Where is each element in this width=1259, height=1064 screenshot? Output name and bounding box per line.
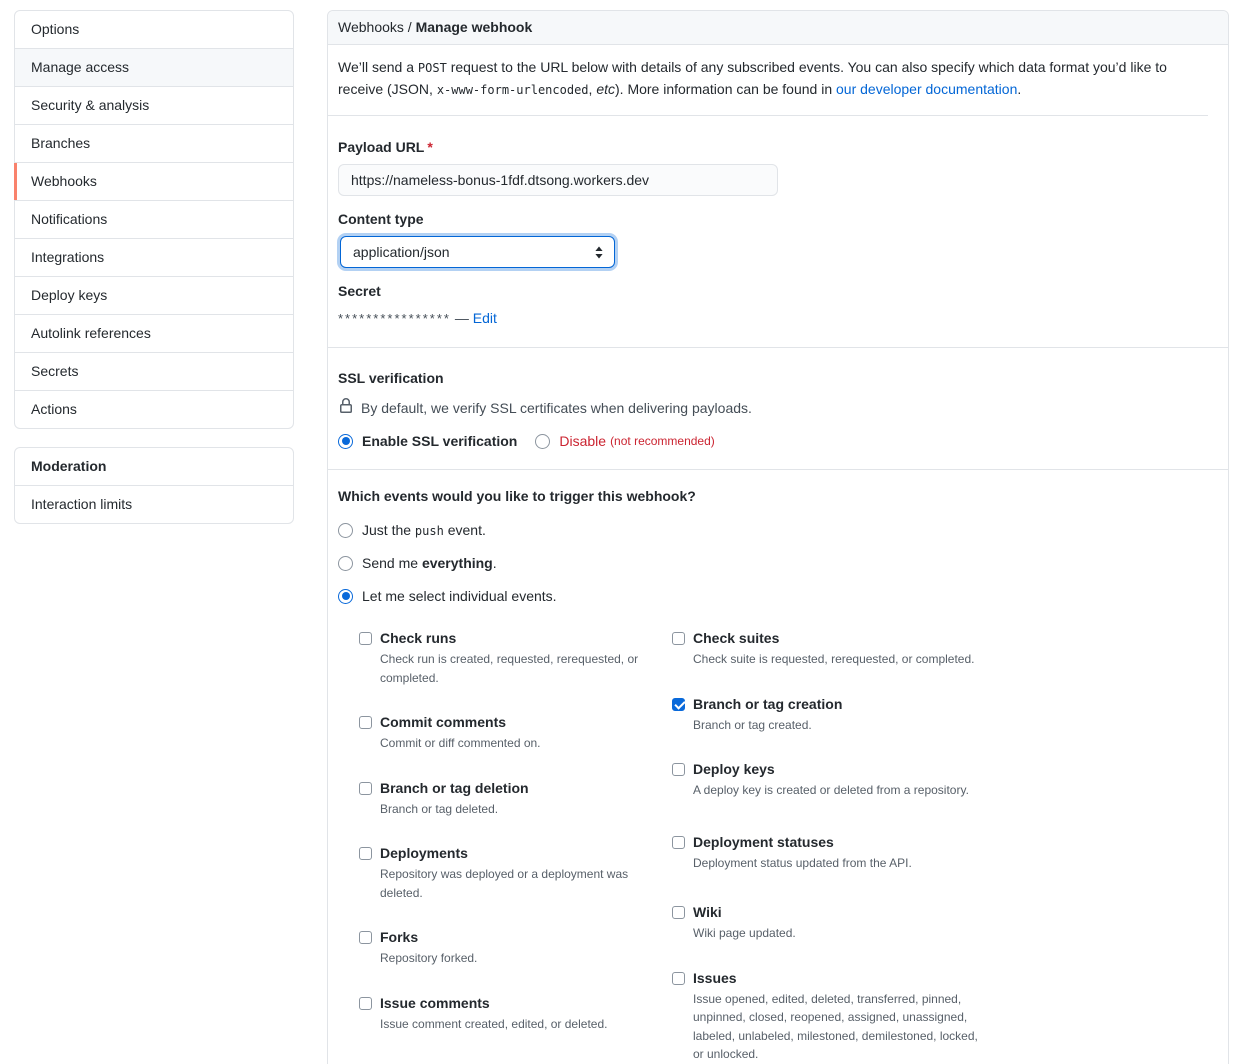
developer-documentation-link[interactable]: our developer documentation — [836, 81, 1018, 97]
enable-ssl-radio[interactable] — [338, 434, 353, 449]
ssl-section-title: SSL verification — [338, 370, 444, 386]
hook-item-wiki — [672, 902, 985, 943]
manage-webhook-panel — [327, 10, 1229, 1064]
sidebar-item-label: Manage access — [31, 59, 130, 75]
moderation-nav — [14, 447, 294, 524]
breadcrumb — [328, 11, 1228, 45]
sidebar-item-actions[interactable] — [15, 390, 293, 428]
sidebar-item-label: Autolink references — [31, 325, 151, 341]
check-suites-checkbox[interactable] — [672, 632, 685, 645]
breadcrumb-current: Manage webhook — [415, 19, 533, 35]
urlencoded-code: x-www-form-urlencoded — [436, 83, 589, 97]
branch-tag-deletion-checkbox[interactable] — [359, 782, 372, 795]
disable-ssl-label[interactable]: Disable — [559, 433, 607, 449]
ssl-note-text: By default, we verify SSL certificates when delivering payloads. — [361, 399, 752, 416]
hook-item-issue-comments — [359, 993, 672, 1034]
sidebar-item-secrets[interactable] — [15, 352, 293, 390]
secret-label: Secret — [338, 283, 381, 299]
hook-column-left — [359, 628, 672, 1064]
check-runs-checkbox[interactable] — [359, 632, 372, 645]
event-option-individual — [338, 588, 1218, 604]
sidebar-item-label: Security & analysis — [31, 97, 150, 113]
hook-title[interactable]: Branch or tag creation — [693, 695, 843, 712]
sidebar-item-deploy-keys[interactable] — [15, 276, 293, 314]
webhook-intro-text: We’ll send a POST request to the URL below with details of any subscribed events. You can also specify which data format you’d like to receive (JSON, x-www-form-urlencoded, etc). More information can be found in our developer documentation. — [328, 45, 1208, 116]
hook-description: Deployment status updated from the API. — [693, 855, 912, 870]
disable-ssl-radio[interactable] — [535, 434, 550, 449]
deploy-keys-checkbox[interactable] — [672, 763, 685, 776]
lock-icon — [338, 398, 354, 417]
events-question: Which events would you like to trigger this webhook? — [338, 488, 696, 504]
select-caret-icon — [594, 245, 604, 260]
issue-comments-checkbox[interactable] — [359, 997, 372, 1010]
forks-checkbox[interactable] — [359, 931, 372, 944]
hook-title[interactable]: Wiki — [693, 904, 722, 920]
hook-item-check-suites — [672, 628, 985, 669]
hook-title[interactable]: Branch or tag deletion — [380, 779, 529, 796]
hook-description: Check suite is requested, rerequested, or completed. — [693, 652, 975, 666]
sidebar-item-label: Deploy keys — [31, 287, 108, 303]
secret-dash: — — [454, 310, 469, 326]
just-push-label[interactable]: Just the push event. — [362, 522, 486, 538]
hook-description: Check run is created, requested, rerequested, or completed. — [380, 652, 639, 685]
sidebar-item-autolink-references[interactable] — [15, 314, 293, 352]
sidebar-item-notifications[interactable] — [15, 200, 293, 238]
ssl-note — [338, 398, 1218, 417]
sidebar-item-label: Interaction limits — [31, 496, 133, 512]
secret-edit-link[interactable]: Edit — [472, 310, 497, 326]
moderation-header: Moderation — [31, 458, 107, 474]
settings-sidebar — [14, 10, 294, 1064]
individual-events-label[interactable]: Let me select individual events. — [362, 588, 557, 604]
sidebar-item-label: Options — [31, 21, 80, 37]
sidebar-item-interaction-limits[interactable] — [15, 485, 293, 523]
commit-comments-checkbox[interactable] — [359, 716, 372, 729]
hook-title[interactable]: Deployment statuses — [693, 833, 834, 850]
hook-item-branch-tag-deletion — [359, 778, 672, 819]
hook-title[interactable]: Deploy keys — [693, 761, 775, 777]
send-everything-label[interactable]: Send me everything. — [362, 555, 497, 571]
payload-url-input[interactable] — [338, 164, 778, 196]
hook-description: Issue comment created, edited, or deleted. — [380, 1016, 608, 1031]
secret-row — [338, 308, 1218, 329]
sidebar-item-branches[interactable] — [15, 124, 293, 162]
wiki-checkbox[interactable] — [672, 906, 685, 919]
hook-description: Issue opened, edited, deleted, transferred, pinned, unpinned, closed, reopened, assigned, unassigned, labeled, unlabeled, milestoned, demilestoned, locked, or unlocked. — [693, 991, 978, 1061]
breadcrumb-webhooks-link[interactable]: Webhooks — [338, 19, 404, 35]
hook-item-check-runs — [359, 628, 672, 687]
ssl-verification-section — [328, 348, 1228, 470]
hook-column-right — [672, 628, 985, 1064]
hook-item-forks — [359, 927, 672, 968]
sidebar-item-options[interactable] — [15, 11, 293, 48]
hook-description: Branch or tag created. — [693, 717, 812, 732]
hook-event-list — [359, 628, 1218, 1064]
payload-url-label: Payload URL * — [338, 139, 433, 155]
hook-title[interactable]: Check runs — [380, 630, 457, 646]
push-code: push — [414, 524, 444, 538]
hook-item-deploy-keys — [672, 759, 985, 800]
event-option-everything — [338, 555, 1218, 571]
sidebar-item-security-analysis[interactable] — [15, 86, 293, 124]
hook-description: Repository forked. — [380, 951, 478, 965]
post-code: POST — [417, 61, 447, 75]
hook-title[interactable]: Forks — [380, 929, 419, 945]
sidebar-item-label: Integrations — [31, 249, 105, 265]
sidebar-item-label: Notifications — [31, 211, 108, 227]
enable-ssl-label[interactable]: Enable SSL verification — [362, 433, 518, 449]
hook-item-branch-tag-creation — [672, 694, 985, 735]
content-type-label: Content type — [338, 211, 424, 227]
content-type-selected-value: application/json — [353, 244, 450, 260]
sidebar-item-manage-access[interactable] — [15, 48, 293, 86]
sidebar-item-webhooks[interactable] — [15, 162, 293, 200]
hook-description: Commit or diff commented on. — [380, 736, 541, 750]
sidebar-item-label: Actions — [31, 401, 77, 417]
deployment-statuses-checkbox[interactable] — [672, 836, 685, 849]
issues-checkbox[interactable] — [672, 972, 685, 985]
event-option-just-push — [338, 522, 1218, 538]
disable-ssl-note: (not recommended) — [610, 434, 715, 448]
sidebar-item-label: Webhooks — [31, 173, 97, 189]
hook-title[interactable]: Issue comments — [380, 994, 490, 1011]
content-type-select[interactable] — [340, 236, 615, 268]
hook-title[interactable]: Issues — [693, 969, 737, 986]
hook-description: A deploy key is created or deleted from a repository. — [693, 783, 969, 797]
settings-nav — [14, 10, 294, 429]
hook-title[interactable]: Check suites — [693, 630, 780, 646]
hook-title[interactable]: Deployments — [380, 845, 468, 861]
sidebar-item-label: Branches — [31, 135, 91, 151]
etc-italic: etc — [596, 81, 615, 97]
send-everything-radio[interactable] — [338, 556, 353, 571]
required-asterisk: * — [427, 139, 433, 155]
hook-item-commit-comments — [359, 712, 672, 753]
hook-description: Branch or tag deleted. — [380, 801, 499, 816]
sidebar-item-integrations[interactable] — [15, 238, 293, 276]
just-push-radio[interactable] — [338, 523, 353, 538]
breadcrumb-separator: / — [403, 19, 416, 35]
hook-item-issues — [672, 968, 985, 1064]
ssl-radio-row — [338, 433, 1218, 449]
branch-tag-creation-checkbox[interactable] — [672, 698, 685, 711]
hook-description: Repository was deployed or a deployment was deleted. — [380, 867, 629, 900]
hook-item-deployments — [359, 843, 672, 902]
hook-description: Wiki page updated. — [693, 926, 796, 940]
hook-item-deployment-statuses — [672, 832, 985, 873]
individual-events-radio[interactable] — [338, 589, 353, 604]
hook-title[interactable]: Commit comments — [380, 714, 507, 730]
deployments-checkbox[interactable] — [359, 847, 372, 860]
events-section — [328, 470, 1228, 1064]
secret-masked-value: **************** — [338, 311, 451, 326]
webhook-form — [328, 116, 1228, 348]
sidebar-item-label: Secrets — [31, 363, 79, 379]
